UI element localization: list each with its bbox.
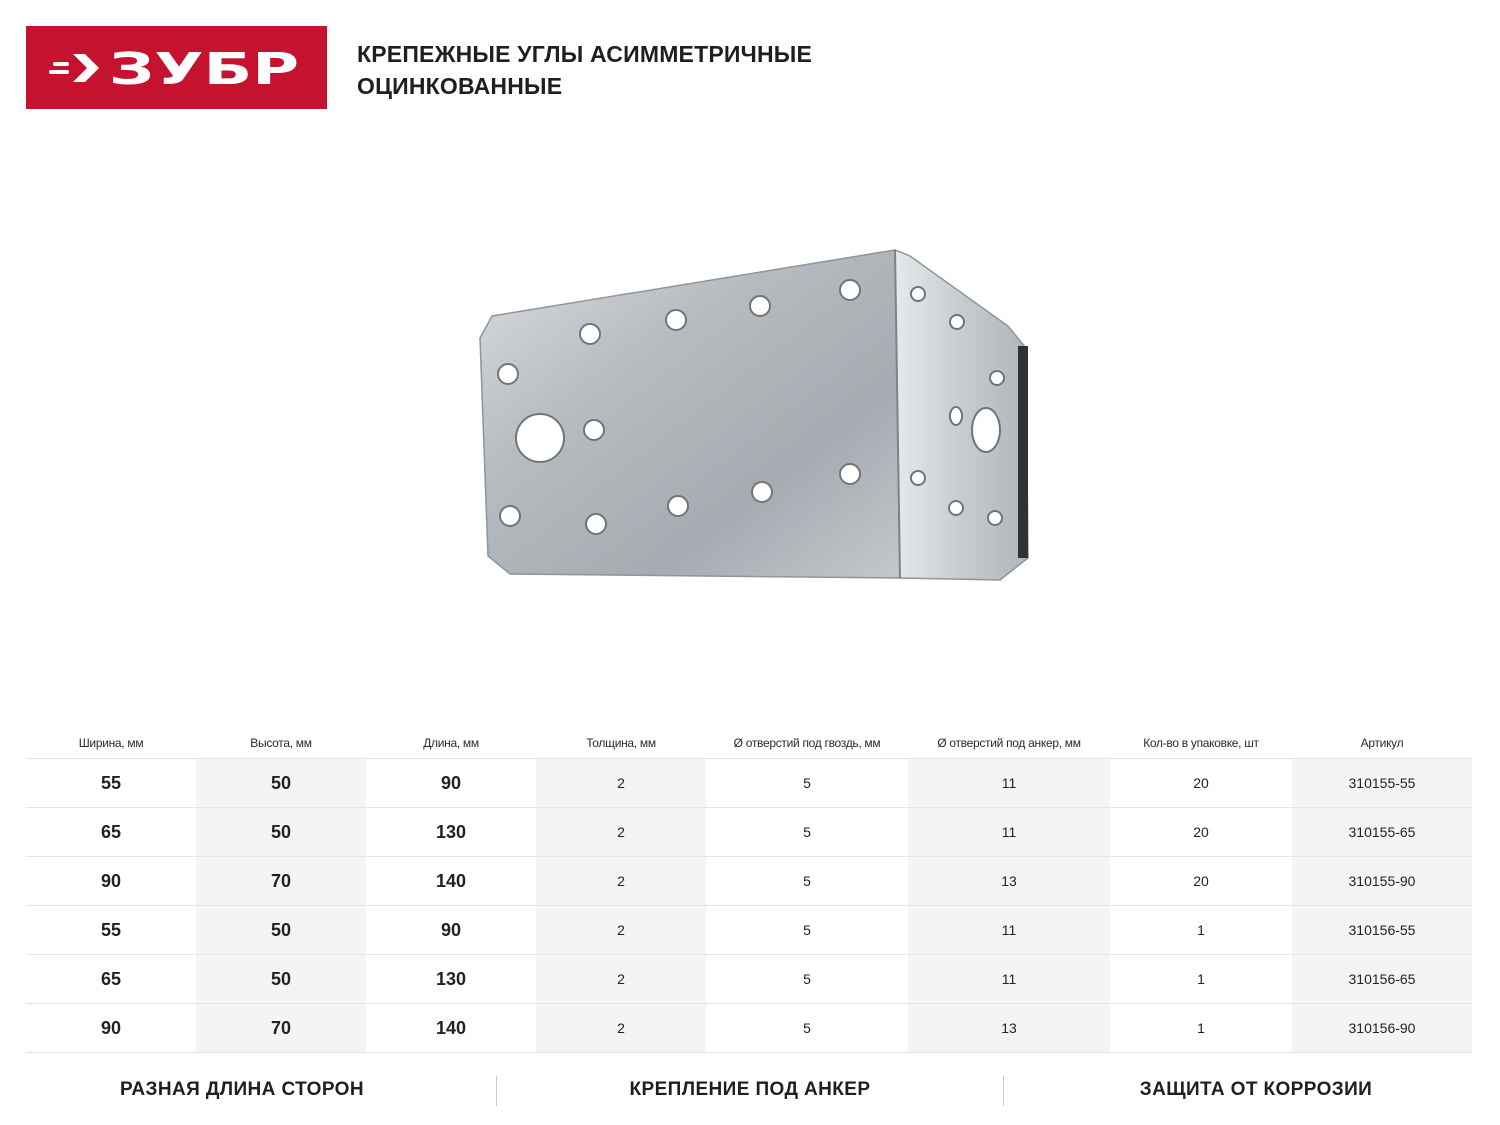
cell-thickness: 2: [536, 1004, 706, 1053]
cell-height: 70: [196, 857, 366, 906]
header-thickness: Толщина, мм: [536, 728, 706, 759]
cell-article: 310155-65: [1292, 808, 1472, 857]
cell-width: 65: [26, 955, 196, 1004]
cell-anchor-hole: 13: [908, 1004, 1110, 1053]
cell-article: 310156-65: [1292, 955, 1472, 1004]
cell-width: 65: [26, 808, 196, 857]
cell-height: 50: [196, 906, 366, 955]
feature-anchor-mount: КРЕПЛЕНИЕ ПОД АНКЕР: [629, 1079, 871, 1100]
cell-thickness: 2: [536, 955, 706, 1004]
feature-divider: [1003, 1076, 1004, 1106]
cell-width: 55: [26, 759, 196, 808]
cell-width: 90: [26, 1004, 196, 1053]
cell-thickness: 2: [536, 808, 706, 857]
feature-corrosion-protection: ЗАЩИТА ОТ КОРРОЗИИ: [1139, 1079, 1373, 1100]
header-anchor-hole: Ø отверстий под анкер, мм: [908, 728, 1110, 759]
angle-bracket-image: [470, 238, 1040, 598]
cell-nail-hole: 5: [706, 759, 908, 808]
header-width: Ширина, мм: [26, 728, 196, 759]
zubr-logo-icon: [47, 38, 307, 98]
cell-thickness: 2: [536, 759, 706, 808]
table-row: [26, 759, 1472, 808]
header-pack-qty: Кол-во в упаковке, шт: [1110, 728, 1292, 759]
cell-length: 140: [366, 857, 536, 906]
cell-anchor-hole: 11: [908, 906, 1110, 955]
cell-pack-qty: 20: [1110, 759, 1292, 808]
cell-length: 90: [366, 759, 536, 808]
cell-anchor-hole: 11: [908, 759, 1110, 808]
cell-length: 140: [366, 1004, 536, 1053]
header-article: Артикул: [1292, 728, 1472, 759]
cell-anchor-hole: 13: [908, 857, 1110, 906]
cell-nail-hole: 5: [706, 808, 908, 857]
feature-divider: [496, 1076, 497, 1106]
cell-anchor-hole: 11: [908, 808, 1110, 857]
page-title: [357, 38, 812, 102]
table-row: [26, 955, 1472, 1004]
brand-logo: [26, 26, 327, 109]
cell-anchor-hole: 11: [908, 955, 1110, 1004]
title-line-1: КРЕПЕЖНЫЕ УГЛЫ АСИММЕТРИЧНЫЕ: [357, 41, 813, 67]
specs-table: [26, 728, 1472, 1053]
header-height: Высота, мм: [196, 728, 366, 759]
table-header-row: [26, 728, 1472, 759]
logo-text: ЗУБР: [108, 43, 299, 95]
cell-nail-hole: 5: [706, 857, 908, 906]
table-row: [26, 1004, 1472, 1053]
table-row: [26, 857, 1472, 906]
feature-different-sides: РАЗНАЯ ДЛИНА СТОРОН: [120, 1079, 364, 1100]
cell-thickness: 2: [536, 906, 706, 955]
cell-pack-qty: 20: [1110, 808, 1292, 857]
cell-thickness: 2: [536, 857, 706, 906]
cell-height: 50: [196, 808, 366, 857]
cell-pack-qty: 20: [1110, 857, 1292, 906]
header-length: Длина, мм: [366, 728, 536, 759]
cell-pack-qty: 1: [1110, 955, 1292, 1004]
cell-article: 310156-90: [1292, 1004, 1472, 1053]
table-row: [26, 808, 1472, 857]
cell-length: 130: [366, 955, 536, 1004]
cell-width: 90: [26, 857, 196, 906]
cell-height: 50: [196, 955, 366, 1004]
cell-nail-hole: 5: [706, 1004, 908, 1053]
cell-pack-qty: 1: [1110, 906, 1292, 955]
cell-article: 310155-90: [1292, 857, 1472, 906]
cell-article: 310155-55: [1292, 759, 1472, 808]
cell-height: 70: [196, 1004, 366, 1053]
cell-article: 310156-55: [1292, 906, 1472, 955]
header-nail-hole: Ø отверстий под гвоздь, мм: [706, 728, 908, 759]
cell-nail-hole: 5: [706, 955, 908, 1004]
cell-width: 55: [26, 906, 196, 955]
title-line-2: ОЦИНКОВАННЫЕ: [357, 73, 563, 99]
cell-length: 90: [366, 906, 536, 955]
cell-length: 130: [366, 808, 536, 857]
cell-height: 50: [196, 759, 366, 808]
cell-pack-qty: 1: [1110, 1004, 1292, 1053]
table-row: [26, 906, 1472, 955]
cell-nail-hole: 5: [706, 906, 908, 955]
features-bar: [0, 1072, 1500, 1108]
